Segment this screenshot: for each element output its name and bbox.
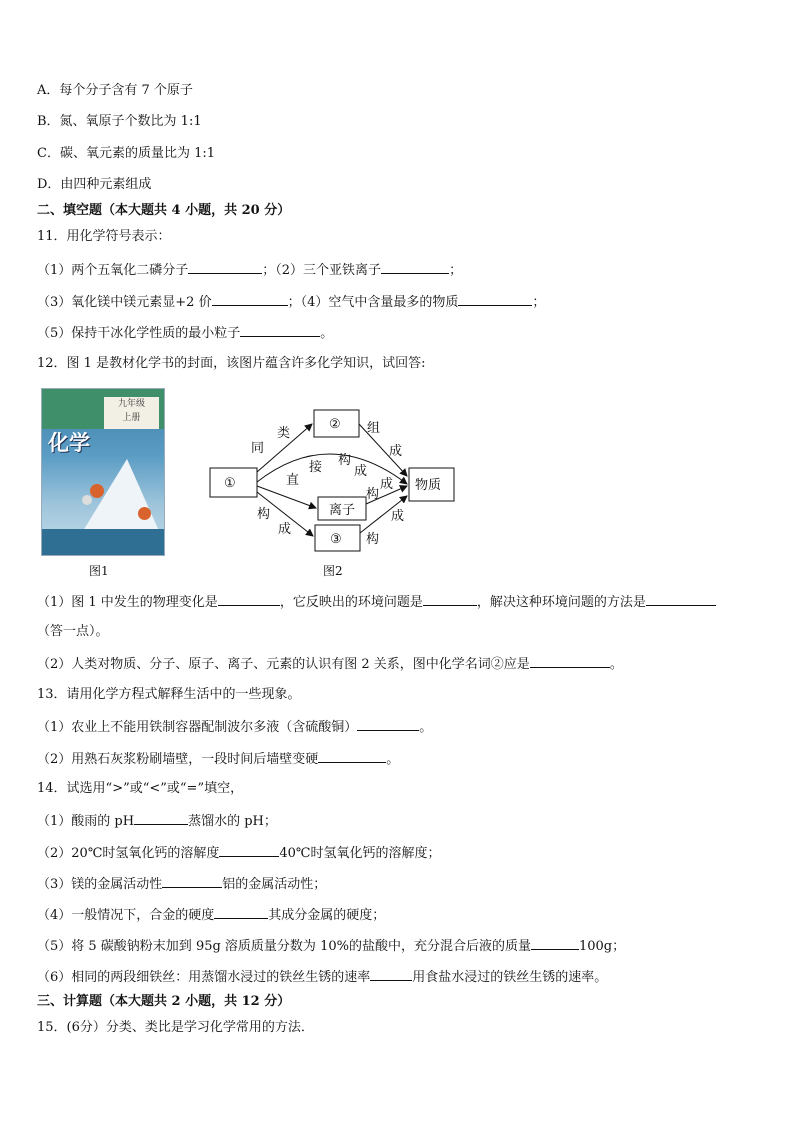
q14-p5a: （5）将 5 碳酸钠粉末加到 95g 溶质质量分数为 10%的盐酸中，充分混合后液的质量: [37, 939, 531, 954]
q14-p5b: 100g；: [578, 939, 626, 954]
q14-line6: [37, 967, 607, 987]
molecule-ball: [82, 495, 92, 505]
figure2-caption: 图2: [323, 564, 343, 578]
node-3-label: ③: [330, 532, 342, 547]
q14-stem: 14．试选用“>”或“<”或“=”填空，: [37, 781, 244, 796]
answer-blank[interactable]: [212, 292, 288, 306]
option-c: C．碳、氧元素的质量比为 1:1: [37, 146, 216, 161]
q11-p2a: （3）氧化镁中镁元素显+2 价: [37, 295, 212, 310]
answer-blank[interactable]: [370, 967, 412, 981]
edge-label: 构: [257, 507, 271, 522]
node-ion-label: 离子: [329, 503, 356, 518]
node-2-label: ②: [329, 417, 341, 432]
answer-blank[interactable]: [240, 323, 320, 337]
figure2-concept-diagram: [200, 400, 470, 560]
cover-grade-label: [104, 397, 159, 429]
edge-label: 构: [366, 487, 380, 502]
edge-label: 类: [277, 426, 291, 441]
edge-label: 成: [391, 509, 405, 524]
q12-p1c: ，解决这种环境问题的方法是: [476, 595, 646, 610]
edge-label: 直: [286, 473, 300, 488]
answer-blank[interactable]: [162, 874, 222, 888]
q14-p4a: （4）一般情况下，合金的硬度: [37, 908, 215, 923]
edge-label: 构: [338, 453, 352, 468]
q12-p1a: （1）图 1 中发生的物理变化是: [37, 595, 218, 610]
q14-line5: [37, 936, 625, 956]
q14-p4b: 其成分金属的硬度；: [268, 908, 386, 923]
q11-p1a: （1）两个五氧化二磷分子: [37, 263, 189, 278]
edge-label: 成: [380, 477, 394, 492]
q15-stem: 15．(6分）分类、类比是学习化学常用的方法．: [37, 1020, 314, 1035]
q13-stem: 13．请用化学方程式解释生活中的一些现象。: [37, 687, 301, 702]
q13-line1: [37, 717, 432, 737]
q13-p2a: （2）用熟石灰浆粉刷墙壁，一段时间后墙壁变硬: [37, 752, 319, 767]
q14-p6a: （6）相同的两段细铁丝：用蒸馏水浸过的铁丝生锈的速率: [37, 970, 371, 985]
q12-p2a: （2）人类对物质、分子、原子、离子、元素的认识有图 2 关系，图中化学名词②应是: [37, 657, 530, 672]
edge-label: 接: [309, 460, 323, 475]
answer-blank[interactable]: [318, 749, 386, 763]
answer-blank[interactable]: [134, 811, 188, 825]
option-a: A．每个分子含有 7 个原子: [37, 83, 193, 98]
arrow-1-to-ion: [257, 486, 316, 508]
q11-line3: [37, 323, 333, 343]
q12-p2b: 。: [609, 657, 623, 672]
answer-blank[interactable]: [214, 905, 268, 919]
q12-p1b: ，它反映出的环境问题是: [279, 595, 423, 610]
answer-blank[interactable]: [531, 936, 579, 950]
q11-stem: 11．用化学符号表示：: [37, 229, 171, 244]
q14-p2b: 40℃时氢氧化钙的溶解度；: [279, 846, 441, 861]
answer-blank[interactable]: [219, 843, 279, 857]
q14-line3: [37, 874, 326, 894]
edge-label: 同: [251, 441, 265, 456]
node-1-label: ①: [224, 476, 236, 491]
sea-image: [42, 529, 164, 555]
q13-p2b: 。: [386, 752, 400, 767]
q14-p6b: 用食盐水浸过的铁丝生锈的速率。: [412, 970, 608, 985]
answer-blank[interactable]: [458, 292, 532, 306]
answer-blank[interactable]: [646, 592, 716, 606]
cover-title: 化学: [48, 431, 90, 455]
edge-label: 成: [278, 522, 292, 537]
edge-label: 构: [366, 532, 380, 547]
answer-blank[interactable]: [357, 717, 419, 731]
q11-line2: [37, 292, 545, 312]
cover-grade: 九年级: [117, 399, 145, 409]
figure1-caption: 图1: [89, 564, 109, 578]
q11-p1c: ；: [449, 263, 463, 278]
q11-p2b: ；（4）空气中含量最多的物质: [287, 295, 459, 310]
q14-line4: [37, 905, 385, 925]
cover-volume: 上册: [122, 413, 141, 423]
q14-p1b: 蒸馏水的 pH；: [188, 814, 277, 829]
node-substance-label: 物质: [415, 478, 442, 493]
q12-line1: [37, 592, 716, 612]
edge-label: 成: [354, 464, 368, 479]
q13-p1b: 。: [419, 720, 433, 735]
q13-line2: [37, 749, 399, 769]
q14-line2: [37, 843, 440, 863]
q14-p3b: 铝的金属活动性；: [222, 877, 327, 892]
q11-p3a: （5）保持干冰化学性质的最小粒子: [37, 326, 241, 341]
answer-blank[interactable]: [423, 592, 477, 606]
edge-label: 成: [389, 444, 403, 459]
q11-p2c: ；: [532, 295, 546, 310]
q14-p3a: （3）镁的金属活动性: [37, 877, 163, 892]
q12-line1-cont: （答一点）。: [37, 624, 109, 639]
q13-p1a: （1）农业上不能用铁制容器配制波尔多液（含硫酸铜）: [37, 720, 358, 735]
figure1-textbook-cover: [41, 388, 165, 556]
q14-p1a: （1）酸雨的 pH: [37, 814, 135, 829]
q11-p1b: ；（2）三个亚铁离子: [262, 263, 382, 278]
q14-p2a: （2）20℃时氢氧化钙的溶解度: [37, 846, 220, 861]
section3-title: 三、计算题（本大题共 2 小题，共 12 分）: [37, 994, 291, 1009]
q14-line1: [37, 811, 277, 831]
q11-line1: [37, 260, 462, 280]
answer-blank[interactable]: [530, 654, 610, 668]
q11-p3b: 。: [320, 326, 334, 341]
molecule-ball: [90, 484, 104, 498]
option-d: D．由四种元素组成: [37, 177, 152, 192]
option-b: B．氮、氧原子个数比为 1:1: [37, 114, 202, 129]
molecule-ball: [138, 507, 151, 520]
answer-blank[interactable]: [381, 260, 449, 274]
q12-stem: 12．图 1 是教材化学书的封面，该图片蕴含许多化学知识，试回答:: [37, 356, 426, 371]
edge-label: 组: [367, 421, 381, 436]
answer-blank[interactable]: [218, 592, 280, 606]
section2-title: 二、填空题（本大题共 4 小题，共 20 分）: [37, 203, 291, 218]
answer-blank[interactable]: [188, 260, 262, 274]
q12-line2: [37, 654, 623, 674]
